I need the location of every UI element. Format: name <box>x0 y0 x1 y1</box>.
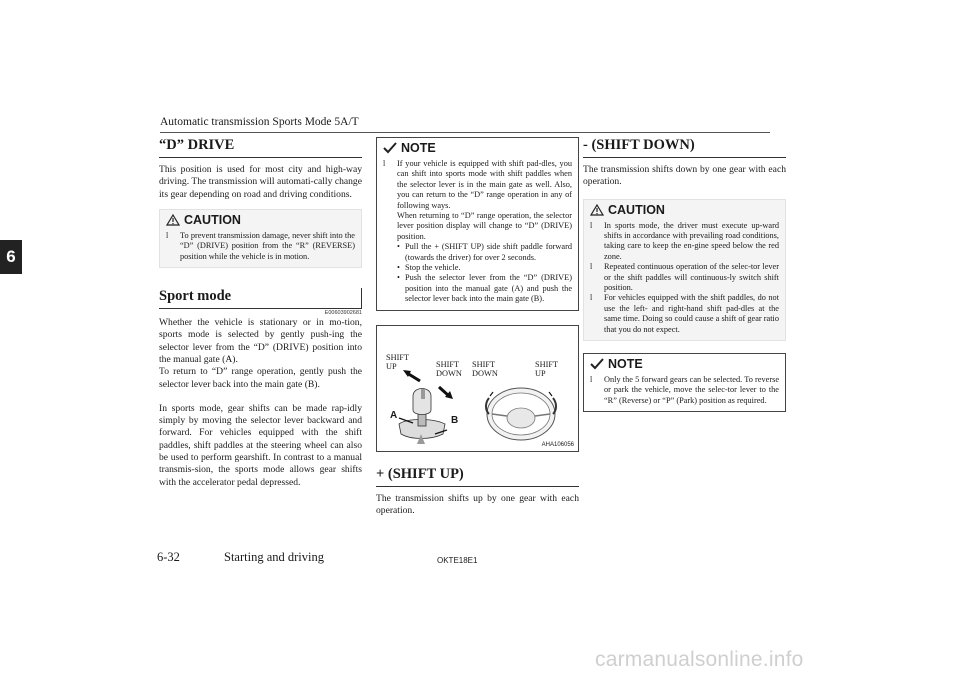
page-number: 6-32 <box>157 550 180 564</box>
list-item: • Stop the vehicle. <box>397 263 461 273</box>
label-shift-down-left: SHIFT DOWN <box>436 359 462 379</box>
caution-item: l Repeated continuous operation of the selec-tor lever or the shift paddles will continuous-ly switch shift position. <box>590 262 779 293</box>
watermark[interactable]: carmanualsonline.info <box>595 648 804 671</box>
caution-item: l In sports mode, the driver must execute up-ward shifts in accordance with prevailing road conditions, taking care to keep the en-gine speed below the red zone. <box>590 220 779 261</box>
section-code: E00603902681 <box>324 310 362 317</box>
label-shift-up-right: SHIFT UP <box>535 359 559 379</box>
warning-triangle-icon <box>166 214 180 226</box>
caution-item: l For vehicles equipped with the shift paddles, do not use the left- and right-hand shift pad-dles at the same time. Doing so could cause a shift of gear ratio that you do not expect. <box>590 293 779 334</box>
bullet-icon: l <box>590 262 593 272</box>
running-header: Automatic transmission Sports Mode 5A/T <box>160 116 359 128</box>
note-when-text: When returning to “D” range operation, the selector lever position display will change to “D” (DRIVE) position. <box>397 211 572 241</box>
note-item: l If your vehicle is equipped with shift pad-dles, you can shift into sports mode with shift paddles when the selector lever is in the main gate as well. Also, you can return to the “D” range operation in any of following ways. <box>383 159 572 210</box>
note-title: NOTE <box>590 357 779 371</box>
drive-heading: “D” DRIVE <box>159 137 362 158</box>
caution-title: CAUTION <box>590 203 779 217</box>
header-rule <box>160 132 770 133</box>
column-1 <box>159 137 362 489</box>
bullet-icon: l <box>166 230 169 240</box>
bullet-icon: l <box>383 159 386 168</box>
label-shift-down-right: SHIFT DOWN <box>472 359 498 379</box>
note-sublist <box>397 242 572 304</box>
bullet-icon: l <box>590 375 593 385</box>
caution-box-1 <box>159 209 362 268</box>
shift-down-text: The transmission shifts down by one gear with each operation. <box>583 164 786 188</box>
label-b: B <box>451 414 459 426</box>
list-item: • Pull the + (SHIFT UP) side shift paddle forward (towards the driver) for over 2 seconds. <box>397 242 572 262</box>
column-3 <box>583 137 786 412</box>
shift-illustration <box>376 325 579 452</box>
drive-text: This position is used for most city and high-way driving. The transmission will automati-cally change its gear depending on road and driving conditions. <box>159 164 362 200</box>
selector-lever-drawing <box>377 326 578 449</box>
list-item: • Push the selector lever from the “D” (DRIVE) position into the manual gate (A) and push the selector lever back into the main gate (B). <box>397 273 572 304</box>
sport-text-3: In sports mode, gear shifts can be made rap-idly simply by moving the selector lever backward and forward. For vehicles equipped with the shift paddles, shift paddles at the steering wheel can also be used to perform gearshift. In contrast to a manual transmis-sion, the sports mode allows gear shifts with the accelerator pedal depressed. <box>159 402 362 488</box>
chapter-tab[interactable]: 6 <box>0 240 22 274</box>
sport-text-1: Whether the vehicle is stationary or in mo-tion, sports mode is selected by gently push-ing the selector lever from the “D” (DRIVE) position into the manual gate (A). <box>159 317 362 365</box>
note-box-1 <box>376 137 579 311</box>
shift-up-heading: + (SHIFT UP) <box>376 466 579 487</box>
column-2 <box>376 137 579 517</box>
sport-mode-heading: Sport mode <box>159 288 362 309</box>
footer-code: OKTE18E1 <box>437 556 478 565</box>
label-a: A <box>390 409 398 421</box>
note-check-icon <box>590 358 604 370</box>
caution-box-2 <box>583 199 786 341</box>
shift-down-heading: - (SHIFT DOWN) <box>583 137 786 158</box>
bullet-icon: l <box>590 293 593 303</box>
note-item: l Only the 5 forward gears can be selected. To reverse or park the vehicle, move the selec-tor lever to the “R” (Reverse) or “P” (Park) position as required. <box>590 375 779 405</box>
warning-triangle-icon <box>590 204 604 216</box>
shift-up-text: The transmission shifts up by one gear with each operation. <box>376 492 579 516</box>
note-check-icon <box>383 142 397 154</box>
footer-section-title: Starting and driving <box>224 550 324 564</box>
note-box-2 <box>583 353 786 412</box>
caution-item: l To prevent transmission damage, never shift into the “D” (DRIVE) position from the “R” (REVERSE) position while the vehicle is in motion. <box>166 230 355 261</box>
figure-code: AHA106056 <box>541 441 574 448</box>
caution-title: CAUTION <box>166 213 355 227</box>
label-shift-up-left: SHIFT UP <box>386 352 410 372</box>
sport-text-2: To return to “D” range operation, gently push the selector lever back into the main gate (B). <box>159 366 362 390</box>
bullet-icon: l <box>590 220 593 230</box>
note-title: NOTE <box>383 141 572 155</box>
